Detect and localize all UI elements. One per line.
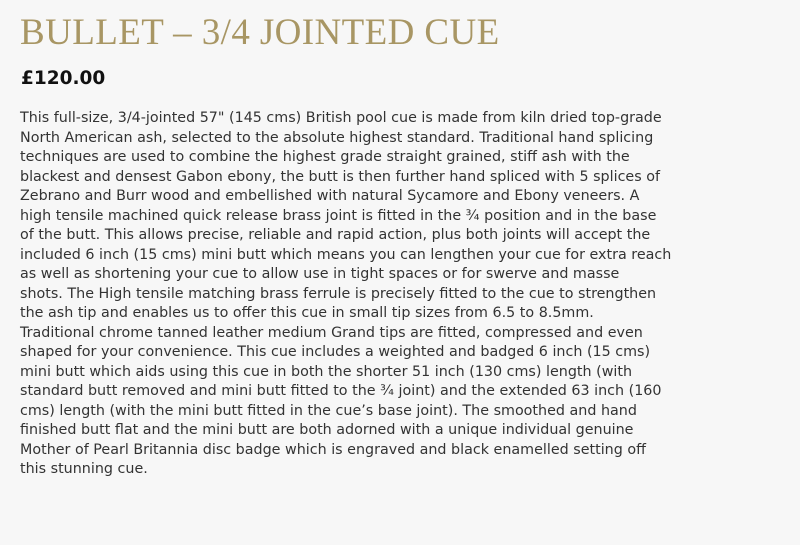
- description-line: the ash tip and enables us to offer this cue in small tip sizes from 6.5 to 8.5mm.: [20, 305, 594, 321]
- description-line: standard butt removed and mini butt fitted to the ¾ joint) and the extended 63 inch (160: [20, 383, 662, 399]
- description-line: Zebrano and Burr wood and embellished with natural Sycamore and Ebony veneers. A: [20, 188, 640, 204]
- description-line: This full-size, 3/4-jointed 57" (145 cms) British pool cue is made from kiln dried top-grade: [20, 110, 662, 126]
- description-line: included 6 inch (15 cms) mini butt which means you can lengthen your cue for extra reach: [20, 246, 672, 263]
- description-line: this stunning cue.: [20, 461, 148, 477]
- product-price: £120.00: [21, 68, 106, 89]
- description-line: North American ash, selected to the absolute highest standard. Traditional hand splicing: [20, 129, 654, 146]
- description-line: of the butt. This allows precise, reliable and rapid action, plus both joints will accept the: [20, 227, 651, 243]
- description-line: Mother of Pearl Britannia disc badge which is engraved and black enamelled setting off: [20, 441, 646, 458]
- product-title: BULLET – 3/4 JOINTED CUE: [20, 12, 500, 53]
- product-description: [20, 109, 795, 480]
- description-line: mini butt which aids using this cue in both the shorter 51 inch (130 cms) length (with: [20, 363, 633, 380]
- description-line: blackest and densest Gabon ebony, the butt is then further hand spliced with 5 splices of: [20, 168, 661, 185]
- description-line: as well as shortening your cue to allow use in tight spaces or for swerve and masse: [20, 266, 620, 282]
- description-line: cms) length (with the mini butt fitted in the cue’s base joint). The smoothed and hand: [20, 402, 637, 419]
- description-line: shots. The High tensile matching brass ferrule is precisely fitted to the cue to strengthen: [20, 285, 657, 302]
- description-line: Traditional chrome tanned leather medium Grand tips are fitted, compressed and even: [20, 324, 643, 341]
- description-line: finished butt flat and the mini butt are both adorned with a unique individual genuine: [20, 422, 634, 438]
- description-line: high tensile machined quick release brass joint is fitted in the ¾ position and in the base: [20, 207, 657, 224]
- description-line: techniques are used to combine the highest grade straight grained, stiff ash with the: [20, 149, 630, 165]
- description-line: shaped for your convenience. This cue includes a weighted and badged 6 inch (15 cms): [20, 344, 651, 360]
